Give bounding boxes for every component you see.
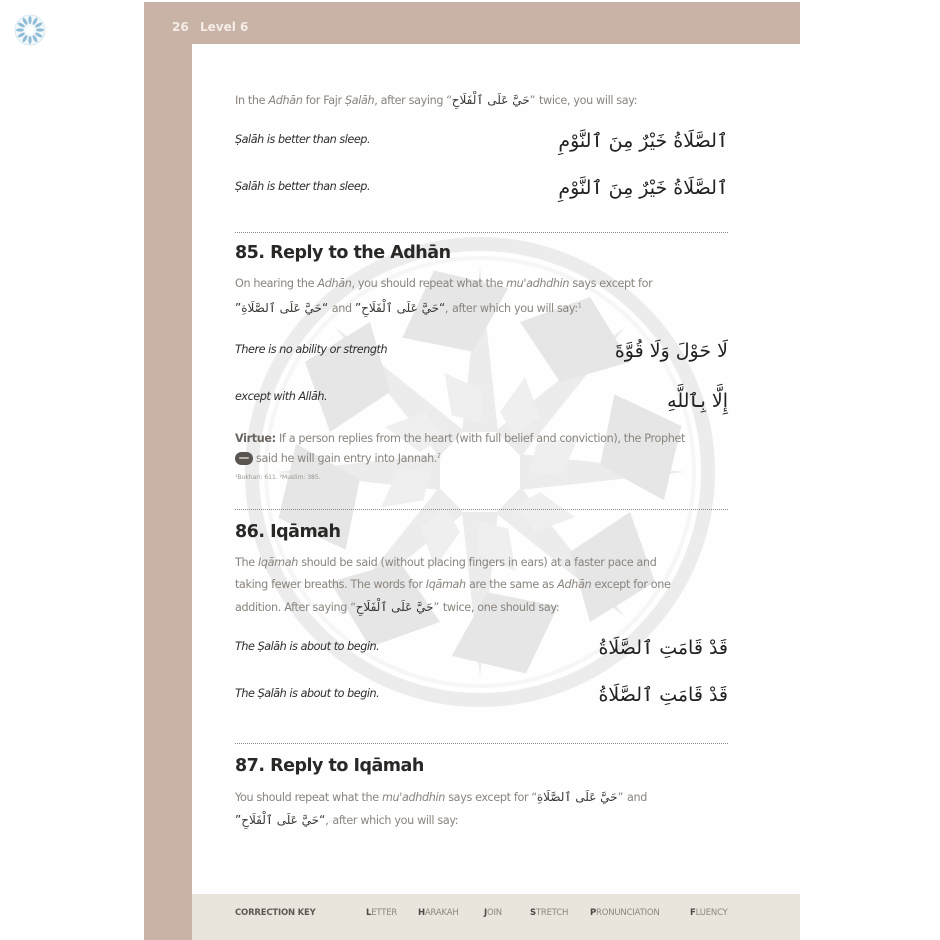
correction-key-letter: LETTER (366, 908, 398, 918)
virtue-line1: Virtue: If a person replies from the heart (with full belief and conviction), the Prophet (235, 432, 686, 445)
section-86-paragraph-line3: addition. After saying “حَيَّ عَلَى ٱلْفَلَاحِ” twice, one should say: (235, 600, 560, 614)
virtue-line2: said he will gain entry into Jannah.$^2$ (235, 452, 441, 465)
section-85-paragraph-line1: On hearing the Adhān, you should repeat what the mu'adhdhin says except for (235, 277, 653, 290)
section-divider (235, 509, 728, 510)
section-heading-87: 87. Reply to Iqāmah (235, 756, 424, 776)
translation-line: The Ṣalāh is about to begin. (235, 640, 380, 653)
arabic-line: لَا حَوْلَ وَلَا قُوَّةَ (614, 340, 728, 362)
translation-line: Ṣalāh is better than sleep. (235, 180, 371, 193)
section-87-paragraph-line1: You should repeat what the mu'adhdhin says except for “حَيَّ عَلَى ٱلصَّلَاةِ” and (235, 790, 647, 804)
correction-key-harakah: HARAKAH (418, 908, 459, 918)
salallahu-alayhi-wasallam-icon (235, 452, 253, 465)
correction-key-title: CORRECTION KEY (235, 908, 316, 918)
correction-key-stretch: STRETCH (530, 908, 569, 918)
arabic-line: ٱلصَّلَاةُ خَيْرٌ مِنَ ٱلنَّوْمِ (558, 130, 728, 152)
section-86-paragraph-line1: The Iqāmah should be said (without placing fingers in ears) at a faster pace and (235, 556, 657, 569)
page-number: 26 (172, 20, 189, 34)
intro-paragraph: In the Adhān for Fajr Ṣalāh, after saying “حَيَّ عَلَى ٱلْفَلَاحِ” twice, you will say: (235, 93, 638, 107)
translation-line: except with Allāh. (235, 390, 328, 403)
section-87-paragraph-line2: “حَيَّ عَلَى ٱلْفَلَاحِ”, after which you will say: (235, 813, 459, 827)
section-85-paragraph-line2: “حَيَّ عَلَى ٱلصَّلَاةِ” and “حَيَّ عَلَى ٱلْفَلَاحِ”, after which you will say:$^1$ (235, 301, 582, 315)
section-heading-85: 85. Reply to the Adhān (235, 243, 451, 263)
translation-line: There is no ability or strength (235, 343, 388, 356)
footnote: ¹Bukhari: 611. ²Muslim: 385. (235, 474, 321, 481)
arabic-line: قَدْ قَامَتِ ٱلصَّلَاةُ (598, 637, 728, 659)
section-86-paragraph-line2: taking fewer breaths. The words for Iqāmah are the same as Adhān except for one (235, 578, 671, 591)
arabic-inline-phrase: حَيَّ عَلَى ٱلْفَلَاحِ (451, 93, 530, 107)
section-divider (235, 232, 728, 233)
section-heading-86: 86. Iqāmah (235, 522, 341, 542)
translation-line: The Ṣalāh is about to begin. (235, 687, 380, 700)
arabic-line: إِلَّا بِٱللَّهِ (667, 390, 728, 412)
correction-key-fluency: FLUENCY (690, 908, 728, 918)
section-divider (235, 743, 728, 744)
correction-key-join: JOIN (484, 908, 502, 918)
virtue-label: Virtue: (235, 432, 276, 445)
translation-line: Ṣalāh is better than sleep. (235, 133, 371, 146)
arabic-line: ٱلصَّلَاةُ خَيْرٌ مِنَ ٱلنَّوْمِ (558, 177, 728, 199)
arabic-line: قَدْ قَامَتِ ٱلصَّلَاةُ (598, 684, 728, 706)
correction-key-pronunciation: PRONUNCIATION (590, 908, 660, 918)
level-title: Level 6 (200, 20, 249, 34)
